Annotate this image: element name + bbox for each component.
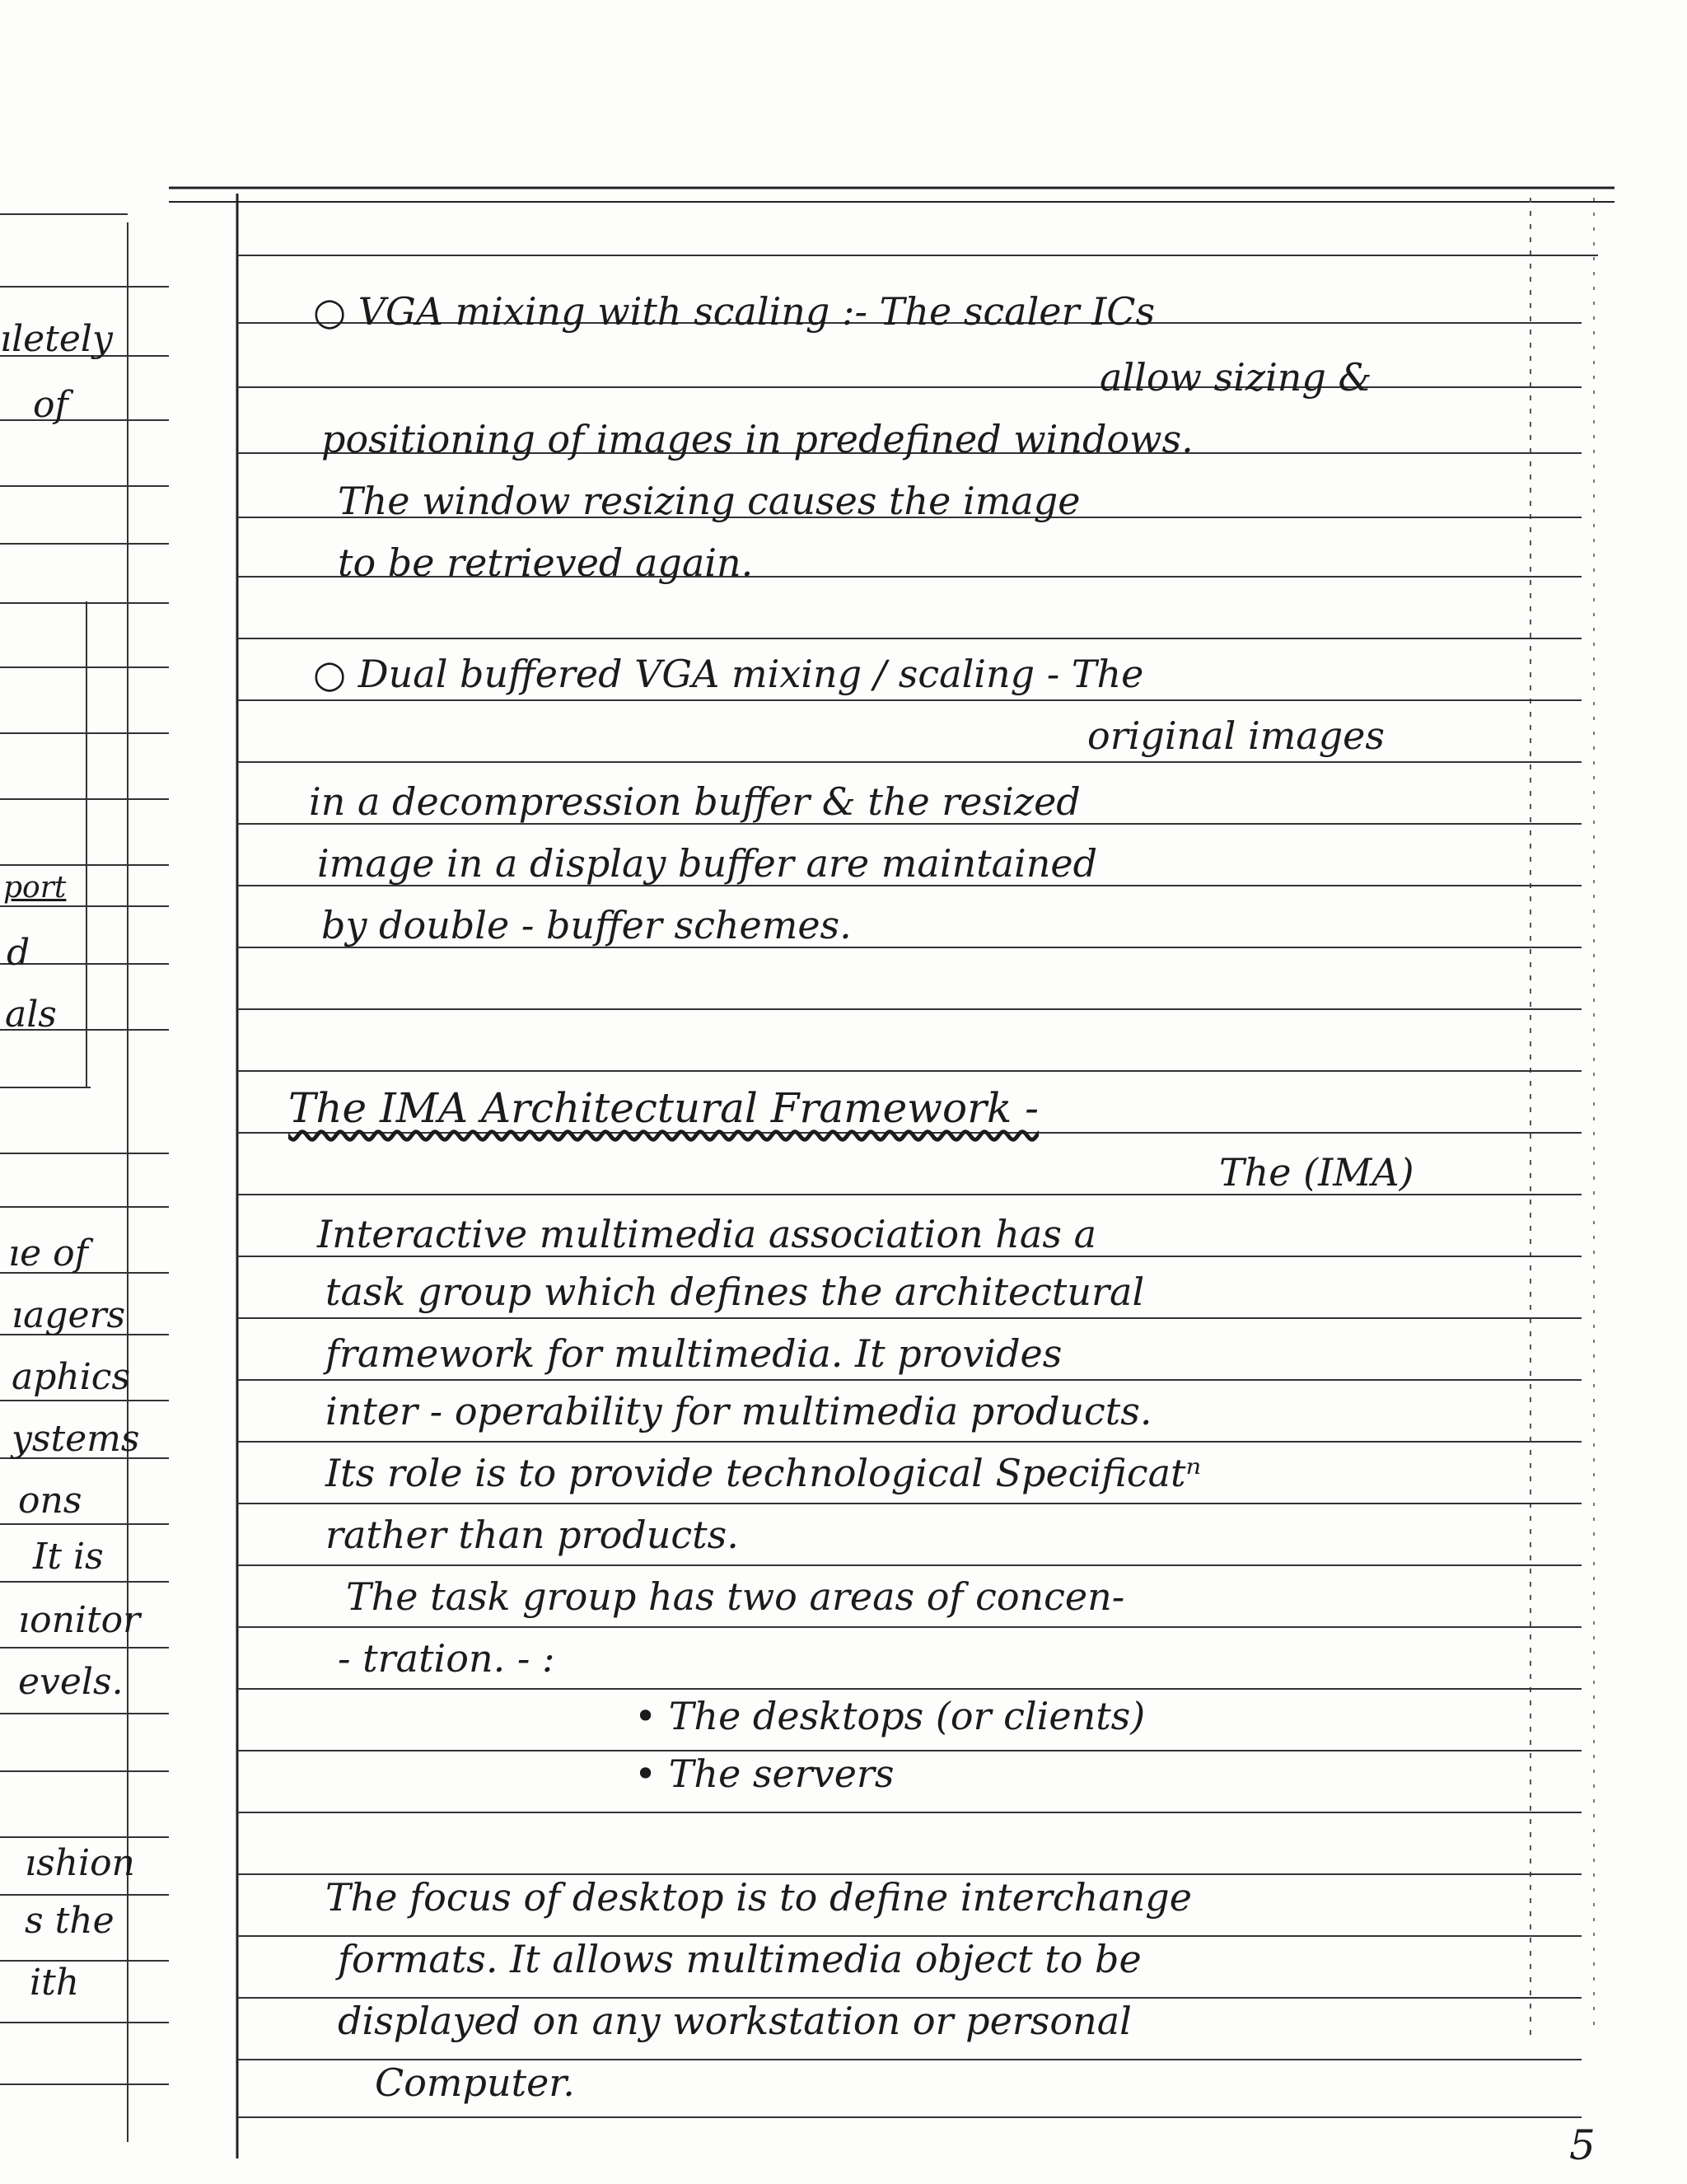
- left-margin-fragment: ıe of: [8, 1232, 88, 1274]
- text-line: image in a display buffer are maintained: [317, 841, 1098, 886]
- text-line: displayed on any workstation or personal: [338, 1999, 1132, 2043]
- left-margin-fragment: ons: [18, 1480, 82, 1522]
- left-margin-fragment: of: [33, 384, 68, 426]
- left-margin-fragment: ith: [30, 1962, 80, 2004]
- text-line: allow sizing &: [1100, 355, 1372, 400]
- bullet-heading-vga-mixing: ○ VGA mixing with scaling :- The scaler ICs: [313, 289, 1156, 334]
- text-line: formats. It allows multimedia object to be: [338, 1937, 1142, 1981]
- left-margin-fragment: ıletely: [0, 318, 113, 360]
- text-line: inter - operability for multimedia products.: [325, 1389, 1152, 1433]
- text-line: The window resizing causes the image: [338, 479, 1081, 523]
- left-margin-fragment: ıshion: [25, 1842, 135, 1884]
- left-margin-fragment: ıagers: [12, 1294, 126, 1336]
- text-line: The (IMA): [1219, 1150, 1414, 1195]
- left-margin-fragment: aphics: [12, 1356, 131, 1398]
- text-line: framework for multimedia. It provides: [325, 1331, 1063, 1376]
- text-line: to be retrieved again.: [338, 540, 754, 585]
- text-line: The task group has two areas of concen-: [346, 1574, 1125, 1619]
- text-line: by double - buffer schemes.: [321, 903, 852, 947]
- page-number: 5: [1569, 2121, 1596, 2169]
- bullet-heading-dual-buffered: ○ Dual buffered VGA mixing / scaling - The: [313, 652, 1144, 696]
- left-margin-fragment: d: [7, 932, 30, 974]
- left-margin-fragment: port: [3, 871, 67, 905]
- text-line: positioning of images in predefined windows.: [321, 417, 1194, 461]
- left-margin-fragment: It is: [33, 1536, 104, 1578]
- left-margin-fragment: als: [5, 994, 57, 1036]
- text-line: Interactive multimedia association has a: [317, 1212, 1096, 1256]
- text-line: - tration. - :: [338, 1636, 555, 1681]
- text-line: task group which defines the architectural: [325, 1270, 1145, 1314]
- text-line: The focus of desktop is to define interchange: [325, 1875, 1192, 1920]
- text-line: original images: [1087, 713, 1385, 758]
- section-heading: The IMA Architectural Framework -: [288, 1084, 1040, 1132]
- text-line: in a decompression buffer & the resized: [309, 779, 1081, 824]
- text-line: Computer.: [375, 2060, 575, 2105]
- left-margin-fragment: s the: [25, 1900, 114, 1942]
- left-margin-fragment: ystems: [12, 1418, 140, 1460]
- left-margin-fragment: evels.: [18, 1661, 124, 1703]
- list-item: • The desktops (or clients): [634, 1694, 1146, 1738]
- list-item: • The servers: [634, 1751, 895, 1796]
- text-line: rather than products.: [325, 1513, 739, 1557]
- text-line: Its role is to provide technological Specificatⁿ: [325, 1451, 1202, 1495]
- left-margin-fragment: ıonitor: [18, 1599, 141, 1641]
